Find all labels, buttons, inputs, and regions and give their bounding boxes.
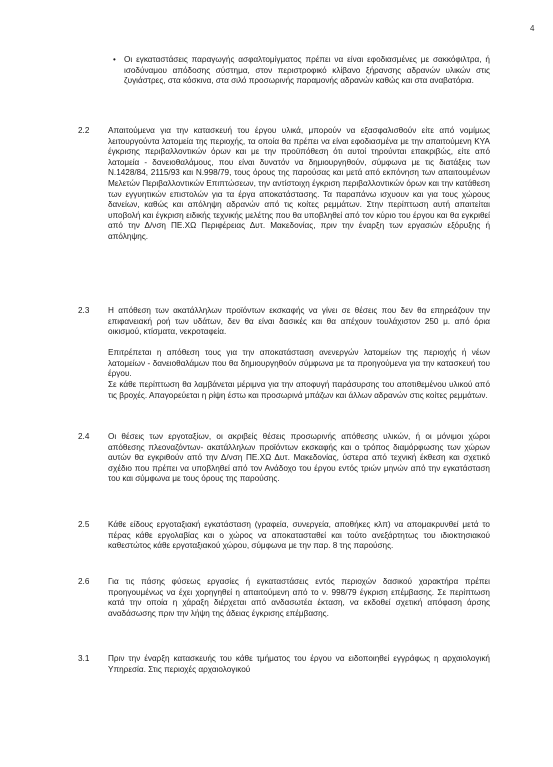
bullet-symbol: •: [113, 55, 116, 64]
section-number-2-6: 2.6: [78, 577, 90, 586]
section-text-2-3-b: Επιτρέπεται η απόθεση τους για την αποκατάσταση ανενεργών λατομείων της περιοχής ή νέων λατομείων - δανειοθαλάμων που θα δημιουργηθούν σύμφωνα με τα προηγούμενα για την κατασκευή του έργου.: [108, 348, 490, 379]
section-number-3-1: 3.1: [78, 654, 90, 663]
section-number-2-2: 2.2: [78, 126, 90, 135]
section-text-3-1: Πριν την έναρξη κατασκευής του κάθε τμήματος του έργου να ειδοποιηθεί εγγράφως η αρχαιολογική Υπηρεσία. Στις περιοχές αρχαιολογικού: [108, 654, 490, 674]
section-number-2-4: 2.4: [78, 432, 90, 441]
section-text-2-6: Για τις πάσης φύσεως εργασίες ή εγκαταστάσεις εντός περιοχών δασικού χαρακτήρα πρέπει προηγουμένως να έχει χορηγηθεί η απαιτούμενη από το ν. 998/79 έγκριση επέμβασης. Σε περίπτωση κατά την οποία η χάραξη διέρχεται από ανδασωτέα έκταση, να εκδοθεί σχετική απόφαση άρσης αναδάσωσης πριν την λήψη της άδειας έγκρισης επέμβασης.: [108, 577, 490, 618]
section-text-2-2: Απαιτούμενα για την κατασκευή του έργου υλικά, μπορούν να εξασφαλισθούν είτε από νομίμως λειτουργούντα λατομεία της περιοχής, τα οποία θα πρέπει να είναι εφοδιασμένα με την απαιτούμενη ΚΥΑ έγκρισης περιβαλλοντικών όρων και με την προϋπόθεση ότι αυτοί τηρούνται επακριβώς, είτε από λατομεία - δανειοθαλάμους, που είναι δυνατόν να δημιουργηθούν, σύμφωνα με τις διατάξεις των Ν.1428/84, 2115/93 και Ν.998/79, τους όρους της παρούσας και μετά από εκπόνηση των απαιτουμένων Μελετών Περιβαλλοντικών Επιπτώσεων, την αντίστοιχη έγκριση περιβαλλοντικών όρων και την κατάθεση των εγγυητικών επιστολών για τα έργα αποκατάστασης. Τα παραπάνω ισχυουν και για τους χώρους δανείων, καθώς και απόληψη αδρανών από τις κοίτες ρεμμάτων. Στην περίπτωση αυτή απαιτείται υποβολή και έγκριση ειδικής τεχνικής μελέτης που θα υποβληθεί από τον κύριο του έργου και θα εγκριθεί από την Δ/νση ΠΕ.ΧΩ Περιφέρειας Δυτ. Μακεδονίας, πριν την έναρξη των εργασιών εξόρυξης ή απόληψης.: [108, 126, 490, 241]
section-number-2-3: 2.3: [78, 306, 90, 315]
section-text-2-4: Οι θέσεις των εργοταξίων, οι ακριβείς θέσεις προσωρινής απόθεσης υλικών, ή οι μόνιμοι χώροι απόθεσης πλεοναζόντων- ακατάλληλων προϊόντων εκσκαφής και ο τρόπος διαμόρφωσης των χώρων αυτών θα εγκριθούν από την Δ/νση ΠΕ.ΧΩ Δυτ. Μακεδονίας, ύστερα από τεχνική έκθεση και σχετικό σχέδιο που πρέπει να υποβληθεί από τον Ανάδοχο του έργου εντός τριών μηνών από την εγκατάσταση του και σύμφωνα με τους όρους της παρούσης.: [108, 432, 490, 484]
section-number-2-5: 2.5: [78, 520, 90, 529]
section-text-2-5: Κάθε είδους εργοταξιακή εγκατάσταση (γραφεία, συνεργεία, αποθήκες κλπ) να απομακρυνθεί μετά το πέρας κάθε εργολαβίας και ο χώρος να αποκατασταθεί και τούτο ανεξάρτητως του ιδιοκτησιακού καθεστώτος κάθε εργοταξιακού χώρου, σύμφωνα με την παρ. 8 της παρούσης.: [108, 520, 490, 551]
section-text-2-3-c: Σε κάθε περίπτωση θα λαμβάνεται μέριμνα για την αποφυγή παράσυρσης του αποτιθεμένου υλικού από τις βροχές. Απαγορεύεται η ρίψη έστω και προσωρινά μπάζων και άλλων αδρανών στις κοίτες ρεμμάτων.: [108, 380, 490, 400]
bullet-paragraph: Οι εγκαταστάσεις παραγωγής ασφαλτομίγματος πρέπει να είναι εφοδιασμένες με σακκόφιλτρα, ή ισοδύναμου απόδοσης σύστημα, στον περιστροφικό κλίβανο ξήρανσης αδρανών υλικών στις ζυγιάστρες, στα κόσκινα, στα σιλό προσωρινής παραμονής αδρανών καθώς και στα αναβατόρια.: [124, 55, 490, 86]
page-number: 4: [530, 24, 535, 33]
section-text-2-3-a: Η απόθεση των ακατάλληλων προϊόντων εκσκαφής να γίνει σε θέσεις που δεν θα επηρεάζουν την επιφανειακή ροή των υδάτων, δεν θα είναι δασικές και θα απέχουν τουλάχιστον 250 μ. από όρια οικισμού, κτίσματα, νεκροταφεία.: [108, 306, 490, 337]
